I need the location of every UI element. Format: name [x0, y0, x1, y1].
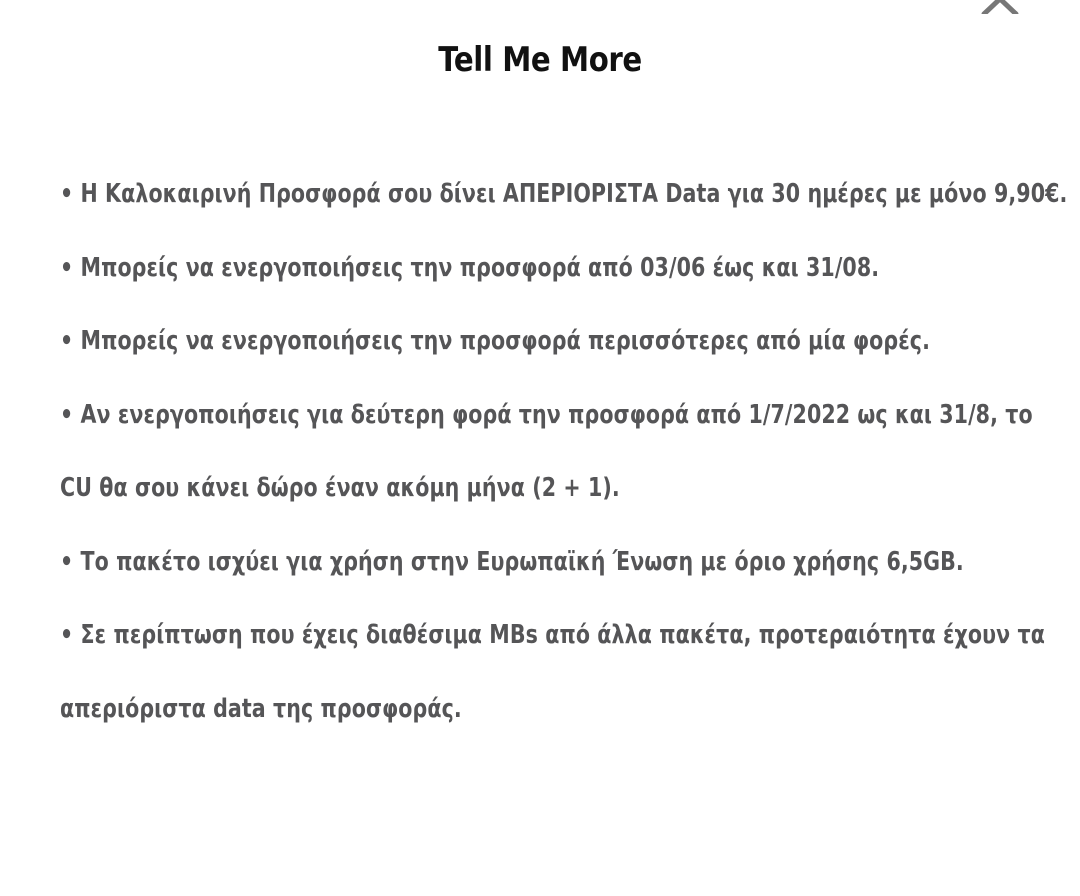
close-icon — [972, 0, 1028, 14]
offer-detail-item: • Σε περίπτωση που έχεις διαθέσιμα MBs από άλλα πακέτα, προτεραιότητα έχουν τα απεριόριστα data της προσφοράς. — [60, 620, 1045, 724]
offer-detail-item: • Αν ενεργοποιήσεις για δεύτερη φορά την προσφορά από 1/7/2022 ως και 31/8, το CU θα σου κάνει δώρο έναν ακόμη μήνα (2 + 1). — [60, 399, 1033, 503]
close-button[interactable] — [972, 0, 1028, 14]
offer-detail-item: • Μπορείς να ενεργοποιήσεις την προσφορά από 03/06 έως και 31/08. — [60, 252, 880, 283]
offer-detail-item: • Το πακέτο ισχύει για χρήση στην Ευρωπαϊκή Ένωση με όριο χρήσης 6,5GB. — [60, 546, 964, 577]
dialog-title: Tell Me More — [438, 40, 642, 80]
offer-detail-item: • Μπορείς να ενεργοποιήσεις την προσφορά περισσότερες από μία φορές. — [60, 326, 930, 356]
offer-details — [60, 158, 1070, 746]
offer-detail-item: • Η Καλοκαιρινή Προσφορά σου δίνει ΑΠΕΡΙΟΡΙΣΤΑ Data για 30 ημέρες με μόνο 9,90€. — [60, 179, 1068, 209]
